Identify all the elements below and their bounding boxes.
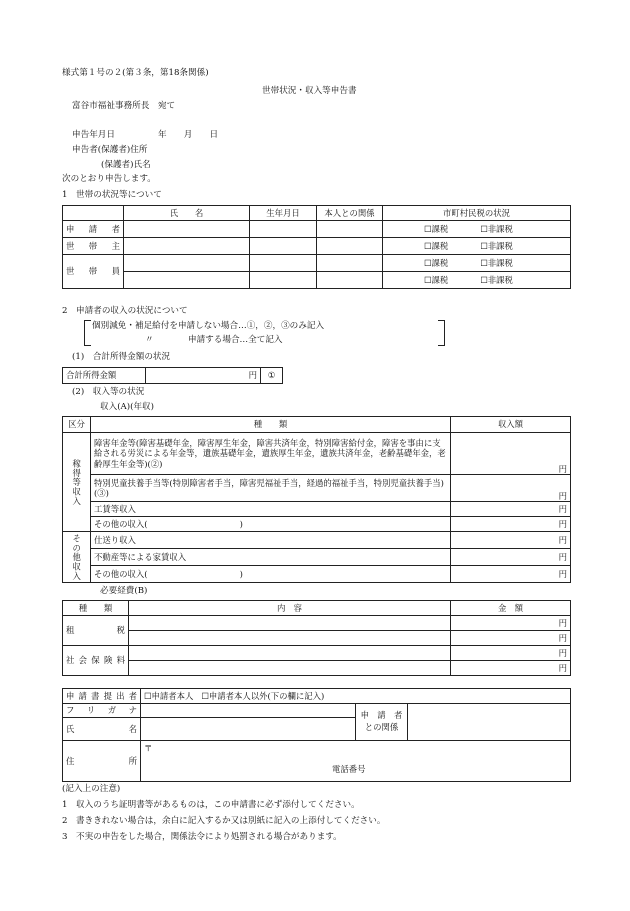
submitter-options (141, 689, 571, 704)
note-1: 1 収入のうち証明書等があるものは，この申請書に必ず添付してください。 (62, 800, 360, 810)
address-field[interactable] (141, 741, 571, 782)
yen-unit: 円 (558, 617, 567, 628)
furigana-label: フ リ ガ ナ (63, 704, 141, 718)
right-bracket (438, 320, 445, 346)
submitter-other-checkbox[interactable]: ☐申請者本人以外(下の欄に記入) (201, 690, 325, 701)
row-applicant: 申 請 者 (63, 221, 124, 238)
bracket-line-1: 個別減免・補足給付を申請しない場合…①，②，③のみ記入 (92, 321, 325, 331)
wage-income-row: 工賃等収入 (91, 502, 451, 517)
income-header-amount: 収入額 (451, 417, 571, 433)
yen-unit: 円 (558, 463, 567, 474)
nontaxed-checkbox[interactable]: ☐非課税 (480, 240, 513, 251)
nontaxed-checkbox[interactable]: ☐非課税 (480, 257, 513, 268)
yen-unit: 円 (558, 518, 567, 529)
earned-other-amount[interactable] (451, 517, 571, 532)
applicant-tax-cell[interactable] (383, 221, 571, 238)
nontaxed-checkbox[interactable]: ☐非課税 (480, 274, 513, 285)
taxed-checkbox[interactable]: ☐課税 (424, 274, 449, 285)
row-household-head: 世 帯 主 (63, 238, 124, 255)
tax-amount-1[interactable] (451, 616, 571, 631)
yen-unit: 円 (558, 568, 567, 579)
earned-income-label: 稼得等収入 (63, 433, 91, 532)
relation-label: 申 請 者との関係 (356, 704, 408, 741)
insurance-content-2[interactable] (129, 661, 451, 676)
applicant-relation-cell[interactable] (317, 221, 383, 238)
tax-content-1[interactable] (129, 616, 451, 631)
yen-unit: 円 (558, 551, 567, 562)
total-income-table (62, 367, 283, 384)
submitter-table (62, 688, 571, 782)
head-tax-cell[interactable] (383, 238, 571, 255)
document-title: 世帯状況・収入等申告書 (262, 86, 357, 96)
other-income-label: その他収入 (63, 532, 91, 583)
notes-heading: (記入上の注意) (62, 784, 121, 794)
applicant-address-label: 申告者(保護者)住所 (72, 145, 148, 155)
furigana-field[interactable] (141, 704, 356, 718)
subsection-1-heading: (1) 合計所得金額の状況 (72, 352, 171, 362)
total-income-value[interactable] (146, 368, 261, 384)
note-2: 2 書ききれない場合は，余白に記入するか又は別紙に記入の上添付してください。 (62, 816, 386, 826)
applicant-name-label: (保護者)氏名 (101, 160, 151, 170)
wage-income-amount[interactable] (451, 502, 571, 517)
nontaxed-checkbox[interactable]: ☐非課税 (480, 223, 513, 234)
member2-relation-cell[interactable] (317, 272, 383, 289)
taxed-checkbox[interactable]: ☐課税 (424, 240, 449, 251)
col-tax-status: 市町村民税の状況 (383, 206, 571, 221)
household-header-blank (63, 206, 124, 221)
head-birth-cell[interactable] (250, 238, 317, 255)
tax-amount-2[interactable] (451, 631, 571, 646)
special-allowance-amount[interactable] (451, 475, 571, 502)
yen-unit: 円 (558, 632, 567, 643)
submitter-label: 申請書提出者 (63, 689, 141, 704)
yen-unit: 円 (558, 647, 567, 658)
col-relation: 本人との関係 (317, 206, 383, 221)
special-allowance-row: 特別児童扶養手当等(特別障害者手当，障害児福祉手当，経過的福祉手当，特別児童扶養手当)(③) (91, 475, 451, 502)
relation-field[interactable] (408, 704, 571, 741)
applicant-name-cell[interactable] (124, 221, 250, 238)
note-3: 3 不実の申告をした場合，関係法令により処罰される場合があります。 (62, 832, 342, 842)
expense-caption: 必要経費(B) (100, 586, 148, 596)
applicant-birth-cell[interactable] (250, 221, 317, 238)
section1-heading: 1 世帯の状況等について (62, 190, 162, 200)
left-bracket (84, 320, 91, 346)
taxed-checkbox[interactable]: ☐課税 (424, 257, 449, 268)
submitter-self-checkbox[interactable]: ☐申請者本人 (144, 690, 194, 701)
remittance-row: 仕送り収入 (91, 532, 451, 549)
yen-unit: 円 (248, 370, 257, 381)
insurance-content-1[interactable] (129, 646, 451, 661)
remittance-amount[interactable] (451, 532, 571, 549)
addressee: 富谷市福祉事務所長 宛て (72, 101, 176, 111)
head-relation-cell[interactable] (317, 238, 383, 255)
date-line: 申告年月日 年 月 日 (72, 130, 219, 140)
phone-label: 電話番号 (332, 763, 366, 774)
income-table (62, 416, 571, 583)
member2-tax-cell[interactable] (383, 272, 571, 289)
expense-header-amount: 金 額 (451, 601, 571, 616)
taxed-checkbox[interactable]: ☐課税 (424, 223, 449, 234)
yen-unit: 円 (558, 534, 567, 545)
subsection-2-heading: (2) 収入等の状況 (72, 387, 145, 397)
rent-income-amount[interactable] (451, 549, 571, 566)
name-label: 氏 名 (63, 718, 141, 741)
earned-other-row: その他の収入( ) (91, 517, 451, 532)
member2-birth-cell[interactable] (250, 272, 317, 289)
section2-heading: 2 申請者の収入の状況について (62, 306, 188, 316)
insurance-amount-1[interactable] (451, 646, 571, 661)
col-name: 氏 名 (124, 206, 250, 221)
tax-label: 租 税 (63, 616, 129, 646)
rent-income-row: 不動産等による家賃収入 (91, 549, 451, 566)
row-household-member: 世 帯 員 (63, 255, 124, 289)
member1-relation-cell[interactable] (317, 255, 383, 272)
member1-birth-cell[interactable] (250, 255, 317, 272)
income-header-category: 区分 (63, 417, 91, 433)
circle-1-marker: ① (261, 368, 283, 384)
name-field[interactable] (141, 718, 356, 741)
bracket-line-2: 〃 申請する場合…全て記入 (145, 335, 283, 345)
other-other-row: その他の収入( ) (91, 566, 451, 583)
expense-table (62, 600, 571, 676)
disability-pension-row: 障害年金等(障害基礎年金，障害厚生年金，障害共済年金，特別障害給付金，障害を事由に支給される労災による年金等，遺族基礎年金，遺族厚生年金，遺族共済年金，老齢基礎年金，老齢厚生年金等)(②) (91, 433, 451, 475)
member2-name-cell[interactable] (124, 272, 250, 289)
insurance-label: 社会保険料 (63, 646, 129, 676)
other-other-amount[interactable] (451, 566, 571, 583)
postal-mark: 〒 (144, 743, 153, 753)
disability-pension-amount[interactable] (451, 433, 571, 475)
form-number: 様式第１号の２(第３条，第18条関係) (62, 68, 209, 78)
address-label: 住 所 (63, 741, 141, 782)
head-name-cell[interactable] (124, 238, 250, 255)
total-income-label: 合計所得金額 (63, 368, 146, 384)
income-header-type: 種 類 (91, 417, 451, 433)
declaration: 次のとおり申告します。 (62, 174, 156, 184)
member1-name-cell[interactable] (124, 255, 250, 272)
col-birthdate: 生年月日 (250, 206, 317, 221)
income-caption: 収入(A)(年収) (100, 402, 154, 412)
expense-header-content: 内 容 (129, 601, 451, 616)
tax-content-2[interactable] (129, 631, 451, 646)
yen-unit: 円 (558, 662, 567, 673)
member1-tax-cell[interactable] (383, 255, 571, 272)
expense-header-type: 種 類 (63, 601, 129, 616)
household-table (62, 205, 571, 289)
insurance-amount-2[interactable] (451, 661, 571, 676)
yen-unit: 円 (558, 503, 567, 514)
yen-unit: 円 (558, 490, 567, 501)
